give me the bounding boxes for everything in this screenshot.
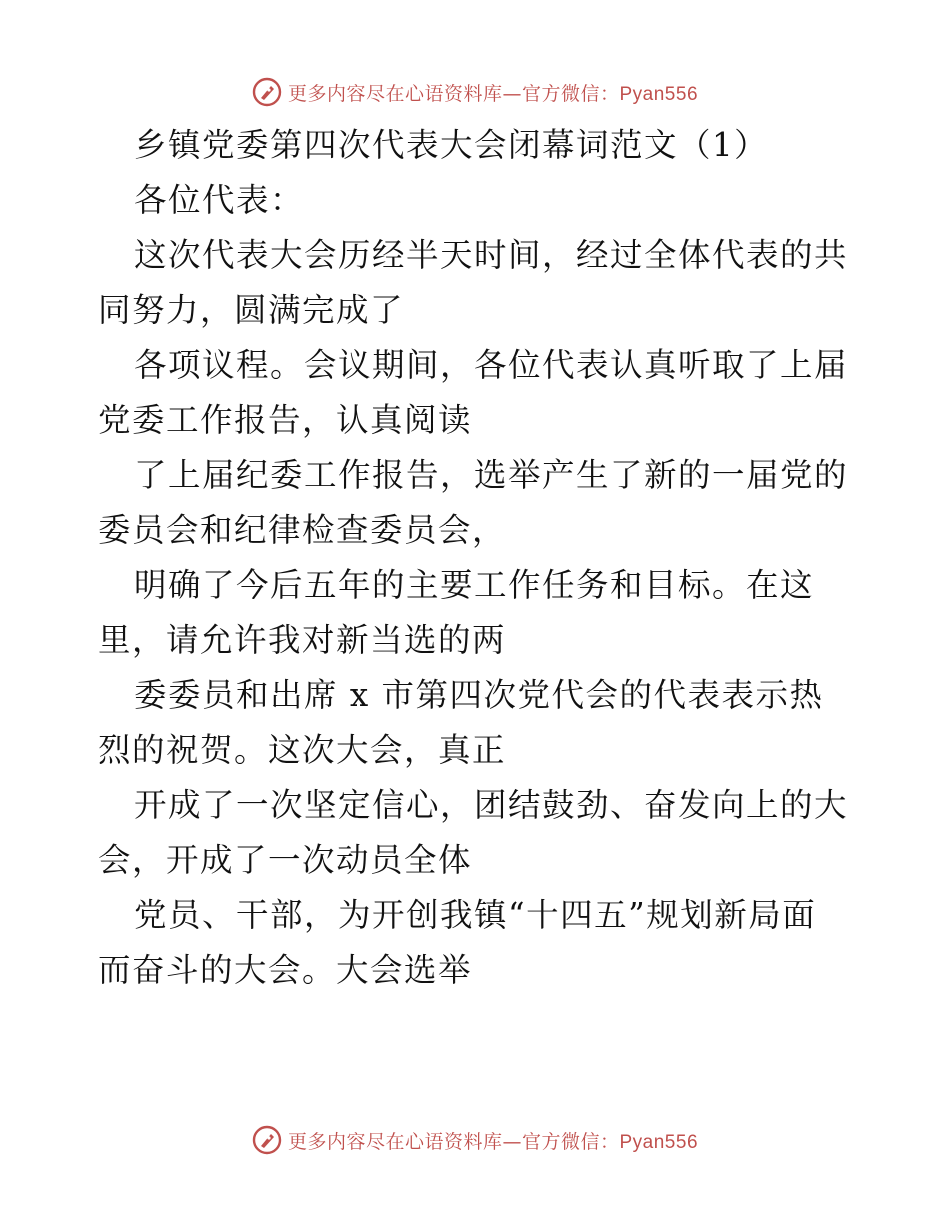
body-line: 而奋斗的大会。大会选举 bbox=[98, 951, 473, 989]
document-body bbox=[98, 118, 858, 998]
body-line: 会，开成了一次动员全体 bbox=[98, 841, 473, 879]
body-line: 委委员和出席 x 市第四次党代会的代表表示热 bbox=[134, 676, 824, 714]
body-line: 这次代表大会历经半天时间，经过全体代表的共 bbox=[134, 236, 849, 274]
body-line: 开成了一次坚定信心，团结鼓劲、奋发向上的大 bbox=[134, 786, 849, 824]
body-line: 里，请允许我对新当选的两 bbox=[98, 621, 507, 659]
body-line: 烈的祝贺。这次大会，真正 bbox=[98, 731, 507, 769]
footer-watermark bbox=[0, 1120, 950, 1160]
pen-nib-logo-icon bbox=[252, 1125, 282, 1155]
body-line: 明确了今后五年的主要工作任务和目标。在这 bbox=[134, 566, 815, 604]
header-watermark bbox=[0, 72, 950, 112]
watermark-text: 更多内容尽在心语资料库—官方微信：Pyan556 bbox=[287, 1130, 699, 1153]
document-title: 乡镇党委第四次代表大会闭幕词范文（1） bbox=[134, 126, 769, 164]
body-line: 党委工作报告，认真阅读 bbox=[98, 401, 473, 439]
body-line: 同努力，圆满完成了 bbox=[98, 291, 405, 329]
body-line: 各项议程。会议期间，各位代表认真听取了上届 bbox=[134, 346, 849, 384]
body-line: 委员会和纪律检查委员会， bbox=[98, 511, 507, 549]
body-line: 了上届纪委工作报告，选举产生了新的一届党的 bbox=[134, 456, 849, 494]
body-line: 党员、干部，为开创我镇“十四五”规划新局面 bbox=[134, 896, 817, 934]
watermark-text: 更多内容尽在心语资料库—官方微信：Pyan556 bbox=[287, 82, 699, 105]
pen-nib-logo-icon bbox=[252, 77, 282, 107]
body-line: 各位代表： bbox=[134, 181, 305, 219]
